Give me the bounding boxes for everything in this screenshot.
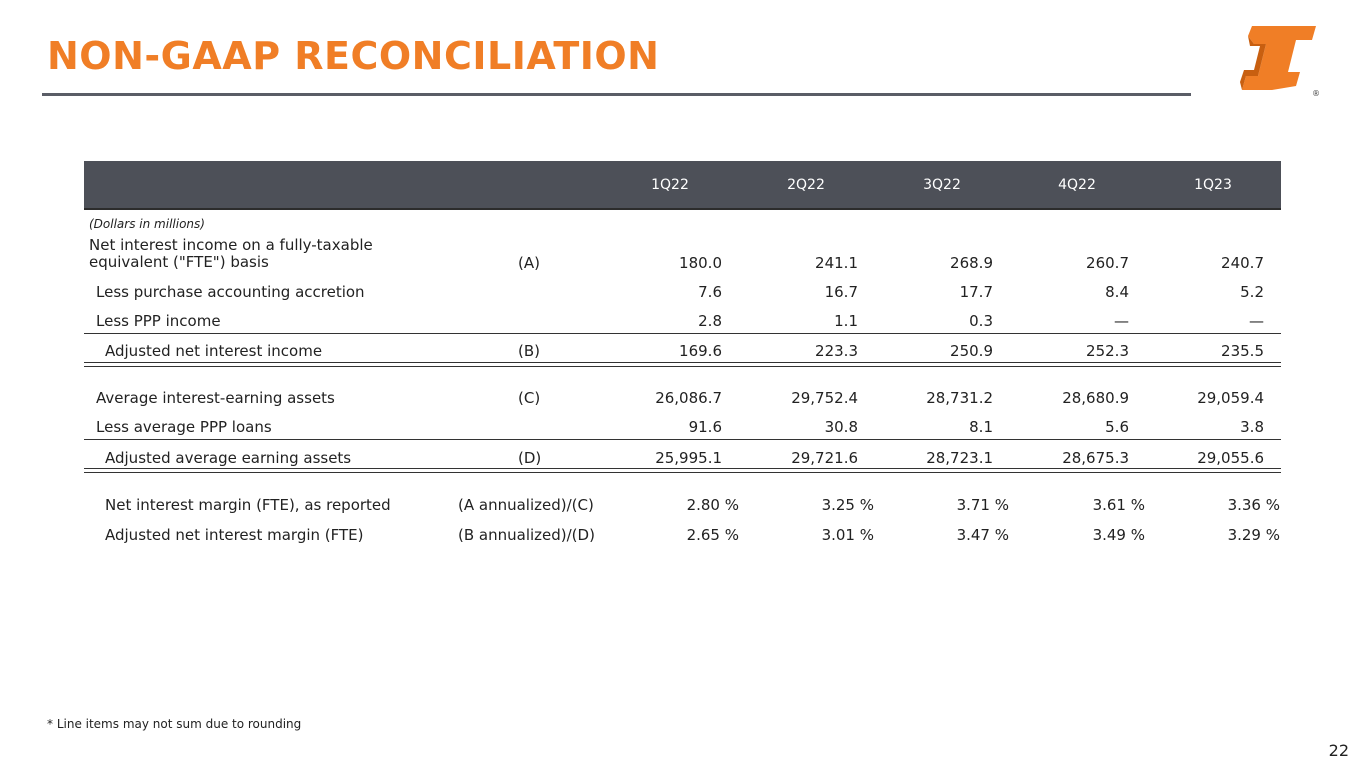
- cell-3q22: 250.9: [950, 342, 993, 360]
- cell-1q22: 2.8: [698, 312, 722, 330]
- total-double-rule: [84, 468, 1281, 473]
- cell-4q22: 28,680.9: [1062, 389, 1129, 407]
- table-row: [84, 496, 1281, 518]
- table-header: [84, 161, 1281, 210]
- cell-2q22: 3.25 %: [821, 496, 874, 514]
- subtotal-rule: [84, 333, 1281, 334]
- cell-2q22: 29,752.4: [791, 389, 858, 407]
- row-label: Less purchase accounting accretion: [96, 283, 365, 301]
- reconciliation-table: [84, 161, 1281, 210]
- cell-1q22: 2.80 %: [686, 496, 739, 514]
- cell-1q23: 3.36 %: [1227, 496, 1280, 514]
- row-label: Adjusted net interest income: [105, 342, 323, 360]
- cell-2q22: 1.1: [834, 312, 858, 330]
- page-number: 22: [1328, 741, 1349, 760]
- cell-3q22: 17.7: [959, 283, 993, 301]
- column-header-3q22: 3Q22: [923, 177, 961, 193]
- column-header-2q22: 2Q22: [787, 177, 825, 193]
- cell-4q22: 3.49 %: [1092, 526, 1145, 544]
- table-row: [84, 526, 1281, 548]
- units-note: (Dollars in millions): [89, 217, 205, 231]
- row-label: Less PPP income: [96, 312, 221, 330]
- table-row: [84, 389, 1281, 411]
- cell-1q23: 235.5: [1221, 342, 1264, 360]
- table-row: [84, 283, 1281, 305]
- cell-1q22: 25,995.1: [655, 449, 722, 467]
- cell-3q22: 28,731.2: [926, 389, 993, 407]
- cell-4q22: —: [1114, 312, 1129, 330]
- column-header-4q22: 4Q22: [1058, 177, 1096, 193]
- cell-4q22: 252.3: [1086, 342, 1129, 360]
- cell-1q22: 7.6: [698, 283, 722, 301]
- cell-1q23: 3.29 %: [1227, 526, 1280, 544]
- registered-mark: ®: [1312, 89, 1320, 98]
- column-header-1q22: 1Q22: [651, 177, 689, 193]
- cell-4q22: 5.6: [1105, 418, 1129, 436]
- cell-2q22: 3.01 %: [821, 526, 874, 544]
- row-label: Average interest-earning assets: [96, 389, 335, 407]
- cell-1q23: 3.8: [1240, 418, 1264, 436]
- column-header-1q23: 1Q23: [1194, 177, 1232, 193]
- cell-1q23: 29,055.6: [1197, 449, 1264, 467]
- row-label: Net interest margin (FTE), as reported: [105, 496, 391, 514]
- cell-1q23: 29,059.4: [1197, 389, 1264, 407]
- cell-4q22: 260.7: [1086, 254, 1129, 272]
- table-row: [84, 312, 1281, 334]
- cell-1q22: 26,086.7: [655, 389, 722, 407]
- cell-3q22: 3.71 %: [956, 496, 1009, 514]
- footnote: * Line items may not sum due to rounding: [47, 717, 302, 731]
- cell-1q23: 240.7: [1221, 254, 1264, 272]
- cell-2q22: 30.8: [824, 418, 858, 436]
- cell-2q22: 29,721.6: [791, 449, 858, 467]
- row-label: Less average PPP loans: [96, 418, 272, 436]
- row-label: Adjusted net interest margin (FTE): [105, 526, 364, 544]
- cell-1q22: 2.65 %: [686, 526, 739, 544]
- title-underline: [42, 93, 1191, 96]
- cell-1q22: 180.0: [679, 254, 722, 272]
- row-ref: (B): [518, 342, 540, 360]
- row-ref: (D): [518, 449, 542, 467]
- company-logo-icon: [1238, 22, 1322, 98]
- cell-4q22: 3.61 %: [1092, 496, 1145, 514]
- cell-4q22: 28,675.3: [1062, 449, 1129, 467]
- cell-1q23: 5.2: [1240, 283, 1264, 301]
- table-row: [84, 237, 1281, 273]
- cell-1q22: 169.6: [679, 342, 722, 360]
- cell-3q22: 3.47 %: [956, 526, 1009, 544]
- row-label: Adjusted average earning assets: [105, 449, 352, 467]
- cell-1q22: 91.6: [688, 418, 722, 436]
- cell-1q23: —: [1249, 312, 1264, 330]
- cell-2q22: 223.3: [815, 342, 858, 360]
- table-row: [84, 418, 1281, 440]
- table-row: [84, 342, 1281, 364]
- row-ref: (C): [518, 389, 541, 407]
- row-ref: (B annualized)/(D): [458, 526, 595, 544]
- row-ref: (A): [518, 254, 540, 272]
- cell-2q22: 241.1: [815, 254, 858, 272]
- total-double-rule: [84, 362, 1281, 367]
- page-title: NON-GAAP RECONCILIATION: [47, 34, 660, 78]
- cell-4q22: 8.4: [1105, 283, 1129, 301]
- cell-3q22: 28,723.1: [926, 449, 993, 467]
- subtotal-rule: [84, 439, 1281, 440]
- row-ref: (A annualized)/(C): [458, 496, 594, 514]
- cell-3q22: 8.1: [969, 418, 993, 436]
- cell-2q22: 16.7: [824, 283, 858, 301]
- cell-3q22: 268.9: [950, 254, 993, 272]
- row-label: Net interest income on a fully-taxable equivalent ("FTE") basis: [89, 236, 373, 271]
- cell-3q22: 0.3: [969, 312, 993, 330]
